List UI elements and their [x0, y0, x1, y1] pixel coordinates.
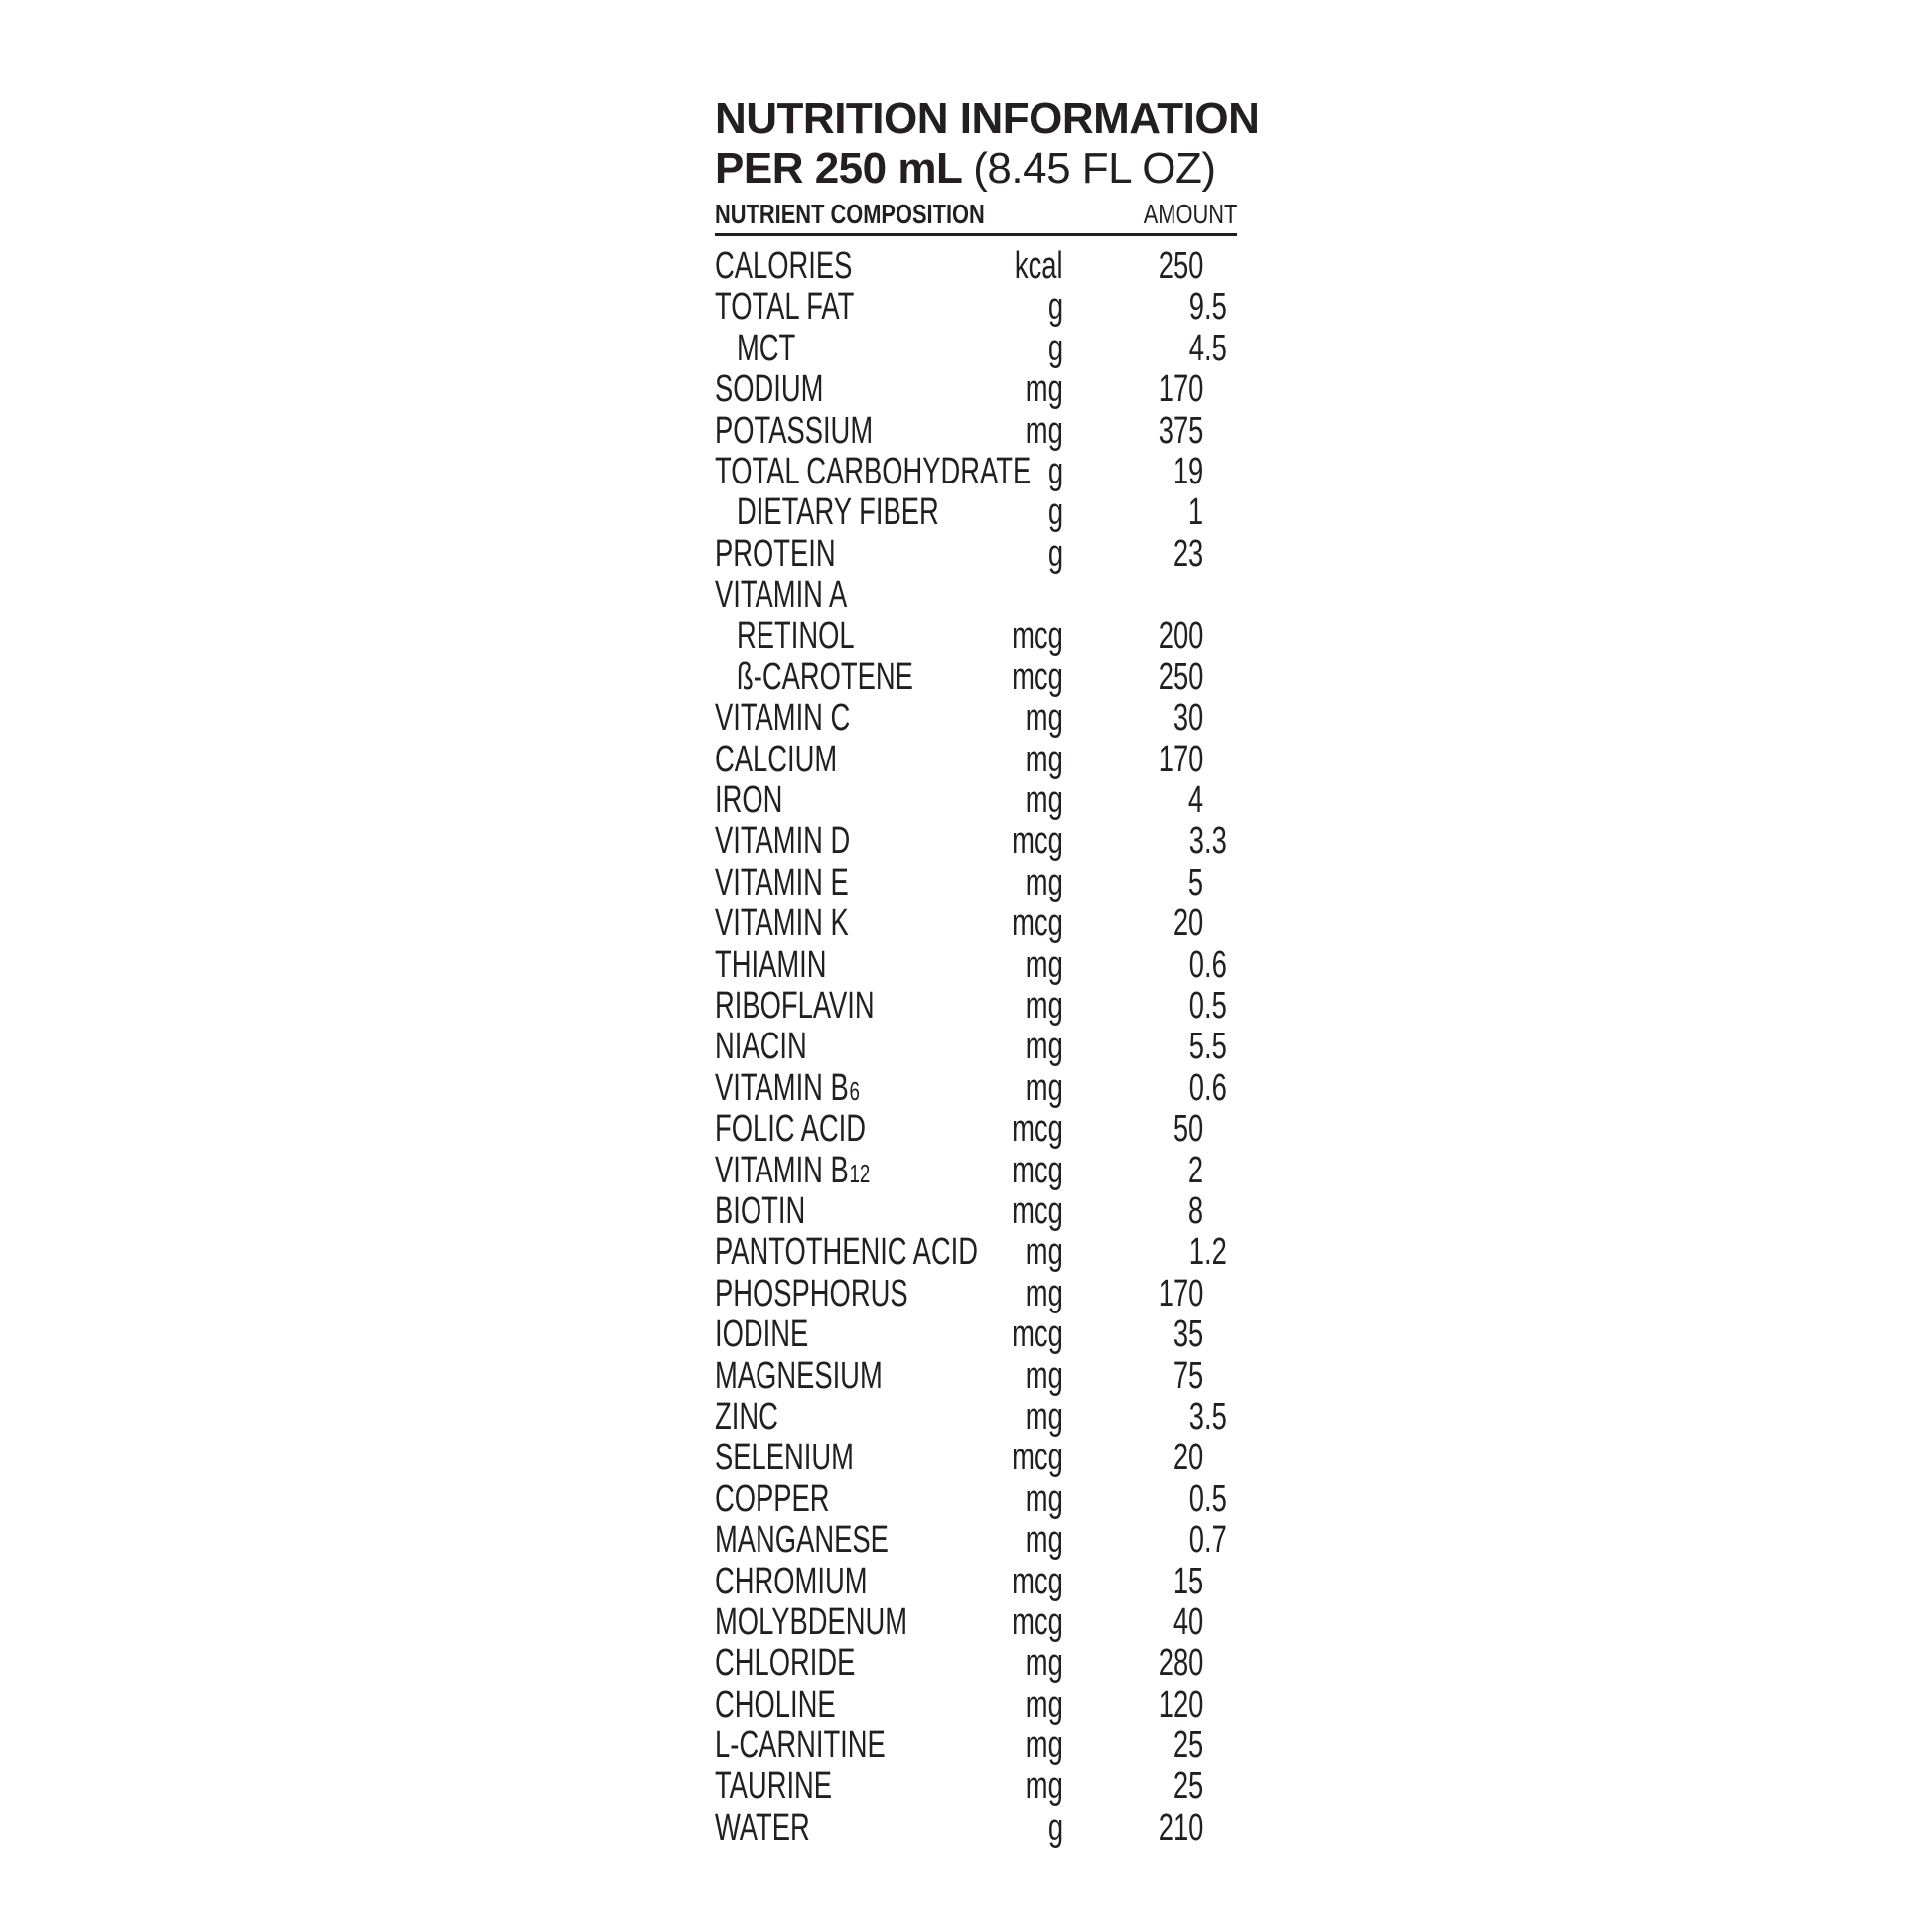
nutrient-row [715, 945, 1237, 986]
nutrient-name [715, 1643, 855, 1684]
nutrient-row [715, 986, 1237, 1027]
nutrient-name [715, 369, 823, 410]
nutrient-amount: 0.6 [1188, 1066, 1227, 1109]
nutrient-amount: 19 [1173, 450, 1203, 492]
nutrient-amount: 170 [1158, 738, 1203, 780]
nutrient-name-text: WATER [715, 1806, 810, 1849]
nutrient-unit: mcg [1012, 655, 1063, 698]
nutrient-name [715, 1562, 868, 1602]
nutrient-name-text: MOLYBDENUM [715, 1600, 908, 1643]
nutrient-name [715, 1438, 854, 1478]
nutrient-row [715, 1602, 1237, 1643]
nutrient-name-text: FOLIC ACID [715, 1108, 867, 1151]
nutrient-name [715, 246, 852, 287]
nutrient-name [715, 986, 875, 1027]
nutrient-row [715, 1643, 1237, 1684]
nutrient-unit: mg [1025, 738, 1063, 780]
nutrient-unit: mg [1025, 943, 1063, 986]
nutrient-amount: 40 [1173, 1600, 1203, 1643]
nutrient-row [715, 1808, 1237, 1849]
nutrient-amount: 30 [1173, 697, 1203, 740]
nutrient-name-text: COPPER [715, 1477, 830, 1520]
nutrient-amount: 250 [1158, 245, 1203, 287]
nutrient-name [715, 780, 782, 821]
nutrient-amount: 4 [1187, 779, 1203, 822]
nutrient-unit: mg [1025, 1066, 1063, 1109]
header-nutrient-composition: NUTRIENT COMPOSITION [715, 199, 985, 229]
nutrient-unit: g [1047, 532, 1063, 575]
nutrient-name-text: MAGNESIUM [715, 1354, 883, 1397]
nutrient-row [715, 1314, 1237, 1355]
nutrient-name [715, 945, 826, 986]
nutrient-name [715, 903, 849, 944]
nutrient-amount: 250 [1158, 655, 1203, 698]
nutrient-name [715, 821, 850, 862]
nutrient-amount: 35 [1173, 1313, 1203, 1356]
nutrient-row [715, 698, 1237, 739]
nutrient-amount: 0.5 [1188, 985, 1227, 1028]
nutrient-row [715, 1685, 1237, 1725]
nutrient-name [715, 1232, 978, 1273]
nutrient-unit: mg [1025, 697, 1063, 740]
nutrient-name [715, 1766, 832, 1807]
nutrient-row [715, 246, 1237, 287]
nutrient-unit: mg [1025, 1642, 1063, 1685]
nutrient-name-text: TAURINE [715, 1765, 833, 1808]
table-header [715, 198, 1237, 236]
nutrient-unit: mg [1025, 1725, 1063, 1767]
nutrient-row [715, 1520, 1237, 1561]
nutrient-amount: 50 [1173, 1108, 1203, 1151]
nutrient-name-text: CHROMIUM [715, 1560, 868, 1602]
nutrient-name-text: MANGANESE [715, 1519, 889, 1562]
nutrient-row [715, 1725, 1237, 1766]
nutrient-unit: mcg [1012, 1437, 1063, 1479]
nutrient-name [737, 329, 795, 369]
nutrient-amount: 9.5 [1188, 286, 1227, 329]
nutrient-name [715, 1520, 889, 1561]
nutrient-unit: mg [1025, 1272, 1063, 1314]
nutrient-row [715, 1766, 1237, 1807]
nutrient-name-text: VITAMIN C [715, 697, 851, 740]
serving-size-metric: PER 250 mL [715, 144, 962, 193]
nutrient-name [715, 1274, 908, 1314]
nutrient-name-text: TOTAL CARBOHYDRATE [715, 450, 1032, 492]
nutrient-amount: 2 [1187, 1149, 1203, 1191]
nutrient-row [715, 1068, 1237, 1109]
nutrient-row [715, 1562, 1237, 1602]
nutrient-name [715, 1725, 886, 1766]
nutrient-row [715, 1479, 1237, 1520]
nutrient-amount: 280 [1158, 1642, 1203, 1685]
nutrient-amount: 3.3 [1188, 820, 1227, 863]
nutrient-table [715, 246, 1237, 1849]
nutrient-unit: mcg [1012, 902, 1063, 945]
nutrient-row [715, 740, 1237, 780]
nutrient-unit: mg [1025, 1395, 1063, 1438]
nutrient-row [715, 657, 1237, 698]
nutrient-row [715, 287, 1237, 328]
nutrient-unit: mg [1025, 1477, 1063, 1520]
nutrient-amount: 25 [1173, 1765, 1203, 1808]
nutrient-name-text: IRON [715, 779, 783, 822]
nutrition-panel [715, 94, 1260, 1849]
nutrient-name-text: BIOTIN [715, 1189, 806, 1232]
nutrient-row [715, 1027, 1237, 1067]
nutrient-unit: g [1047, 286, 1063, 329]
serving-size [715, 144, 1237, 194]
nutrient-row [715, 1274, 1237, 1314]
nutrient-unit: kcal [1015, 245, 1063, 287]
nutrient-amount: 120 [1158, 1683, 1203, 1725]
nutrient-row [715, 411, 1237, 452]
nutrient-unit: mg [1025, 368, 1063, 411]
nutrient-amount: 25 [1173, 1725, 1203, 1767]
nutrient-amount: 170 [1158, 1272, 1203, 1314]
nutrient-name-text: ß-CAROTENE [737, 655, 913, 698]
nutrient-name-text: RETINOL [737, 615, 855, 657]
nutrient-name [715, 1314, 808, 1355]
serving-size-imperial: (8.45 FL OZ) [973, 144, 1216, 193]
nutrient-unit: mg [1025, 779, 1063, 822]
nutrient-row [715, 780, 1237, 821]
nutrient-unit: mg [1025, 985, 1063, 1028]
header-amount: AMOUNT [1143, 199, 1237, 229]
nutrient-name-subscript: 12 [849, 1158, 871, 1188]
nutrient-name-subscript: 6 [849, 1075, 860, 1106]
nutrient-row [715, 534, 1237, 575]
nutrient-name [715, 1356, 883, 1397]
nutrient-amount: 75 [1173, 1354, 1203, 1397]
nutrient-row [715, 1109, 1237, 1150]
nutrient-unit: mcg [1012, 1108, 1063, 1151]
nutrient-amount: 5 [1187, 861, 1203, 903]
nutrient-name-text: VITAMIN B [715, 1149, 849, 1191]
nutrient-name-text: CHLORIDE [715, 1642, 856, 1685]
nutrient-name-text: SODIUM [715, 368, 824, 411]
nutrient-name [715, 452, 1031, 492]
nutrient-name [715, 1808, 810, 1849]
nutrient-amount: 210 [1158, 1806, 1203, 1849]
nutrient-name [715, 1027, 807, 1067]
nutrient-row [715, 492, 1237, 533]
nutrient-name [715, 1479, 830, 1520]
nutrient-amount: 0.6 [1188, 943, 1227, 986]
nutrient-unit: g [1047, 491, 1063, 534]
nutrient-name-text: DIETARY FIBER [737, 491, 939, 534]
nutrient-row [715, 1232, 1237, 1273]
nutrient-amount: 5.5 [1188, 1026, 1227, 1068]
nutrient-name-text: L-CARNITINE [715, 1725, 886, 1767]
nutrient-name-text: ZINC [715, 1395, 778, 1438]
nutrient-row [715, 617, 1237, 657]
nutrient-unit: mcg [1012, 1149, 1063, 1191]
nutrient-unit: g [1047, 450, 1063, 492]
nutrient-name-text: VITAMIN A [715, 574, 848, 617]
nutrient-name-text: NIACIN [715, 1026, 807, 1068]
nutrient-unit: mcg [1012, 1560, 1063, 1602]
nutrient-name [715, 1068, 860, 1112]
nutrient-name-text: VITAMIN B [715, 1066, 849, 1109]
nutrient-amount: 1 [1187, 491, 1203, 534]
nutrient-amount: 8 [1187, 1189, 1203, 1232]
nutrient-name-text: POTASSIUM [715, 409, 874, 452]
nutrient-unit: mg [1025, 1231, 1063, 1274]
nutrient-name-text: CALORIES [715, 245, 853, 287]
nutrient-name-text: VITAMIN D [715, 820, 851, 863]
nutrient-unit: g [1047, 1806, 1063, 1849]
nutrient-row [715, 369, 1237, 410]
nutrient-name-text: THIAMIN [715, 943, 827, 986]
nutrient-name-text: SELENIUM [715, 1437, 854, 1479]
nutrient-name [715, 1685, 836, 1725]
nutrient-unit: mcg [1012, 1313, 1063, 1356]
nutrient-name-text: MCT [737, 327, 796, 369]
nutrient-name-text: CALCIUM [715, 738, 838, 780]
nutrient-name-text: TOTAL FAT [715, 286, 855, 329]
nutrient-unit: mg [1025, 1354, 1063, 1397]
nutrient-amount: 170 [1158, 368, 1203, 411]
nutrient-unit: mg [1025, 861, 1063, 903]
nutrient-amount: 0.5 [1188, 1477, 1227, 1520]
nutrient-name-text: PHOSPHORUS [715, 1272, 908, 1314]
nutrient-amount: 20 [1173, 902, 1203, 945]
nutrient-unit: mcg [1012, 1600, 1063, 1643]
nutrient-name [715, 740, 837, 780]
nutrient-name [715, 1397, 778, 1438]
nutrient-row [715, 1356, 1237, 1397]
nutrient-row [715, 1191, 1237, 1232]
nutrient-amount: 3.5 [1188, 1395, 1227, 1438]
nutrient-row [715, 863, 1237, 903]
nutrient-amount: 0.7 [1188, 1519, 1227, 1562]
nutrient-unit: mg [1025, 1765, 1063, 1808]
nutrient-unit: mcg [1012, 615, 1063, 657]
nutrient-amount: 20 [1173, 1437, 1203, 1479]
nutrient-row [715, 1397, 1237, 1438]
nutrient-unit: mcg [1012, 1189, 1063, 1232]
nutrient-name [715, 575, 847, 616]
nutrient-amount: 4.5 [1188, 327, 1227, 369]
nutrient-name [715, 1602, 907, 1643]
nutrient-row [715, 575, 1237, 616]
nutrient-name-text: VITAMIN E [715, 861, 849, 903]
nutrient-row [715, 1438, 1237, 1478]
nutrient-name-text: PANTOTHENIC ACID [715, 1231, 979, 1274]
nutrient-name [715, 1191, 805, 1232]
nutrient-name [715, 1151, 870, 1194]
nutrient-unit: g [1047, 327, 1063, 369]
panel-title: NUTRITION INFORMATION [715, 94, 1260, 143]
nutrient-amount: 15 [1173, 1560, 1203, 1602]
nutrient-name [715, 534, 836, 575]
nutrient-name-text: IODINE [715, 1313, 809, 1356]
nutrient-unit: mg [1025, 1026, 1063, 1068]
nutrient-name-text: PROTEIN [715, 532, 836, 575]
nutrient-amount: 375 [1158, 409, 1203, 452]
nutrient-unit: mg [1025, 1683, 1063, 1725]
nutrient-amount: 23 [1173, 532, 1203, 575]
nutrient-name-text: RIBOFLAVIN [715, 985, 875, 1028]
nutrient-name [737, 617, 855, 657]
nutrient-unit: mg [1025, 409, 1063, 452]
nutrient-name [737, 657, 913, 698]
nutrient-name [715, 863, 849, 903]
nutrient-row [715, 452, 1237, 492]
nutrient-unit: mcg [1012, 820, 1063, 863]
nutrient-name-text: VITAMIN K [715, 902, 849, 945]
nutrient-name [737, 492, 939, 533]
nutrient-row [715, 903, 1237, 944]
nutrient-row [715, 329, 1237, 369]
nutrient-amount: 1.2 [1188, 1231, 1227, 1274]
nutrient-amount: 200 [1158, 615, 1203, 657]
nutrient-name [715, 411, 873, 452]
nutrient-name [715, 1109, 866, 1150]
nutrient-row [715, 1151, 1237, 1191]
nutrient-row [715, 821, 1237, 862]
nutrient-name-text: CHOLINE [715, 1683, 836, 1725]
nutrient-unit: mg [1025, 1519, 1063, 1562]
nutrient-name [715, 698, 850, 739]
nutrient-name [715, 287, 854, 328]
